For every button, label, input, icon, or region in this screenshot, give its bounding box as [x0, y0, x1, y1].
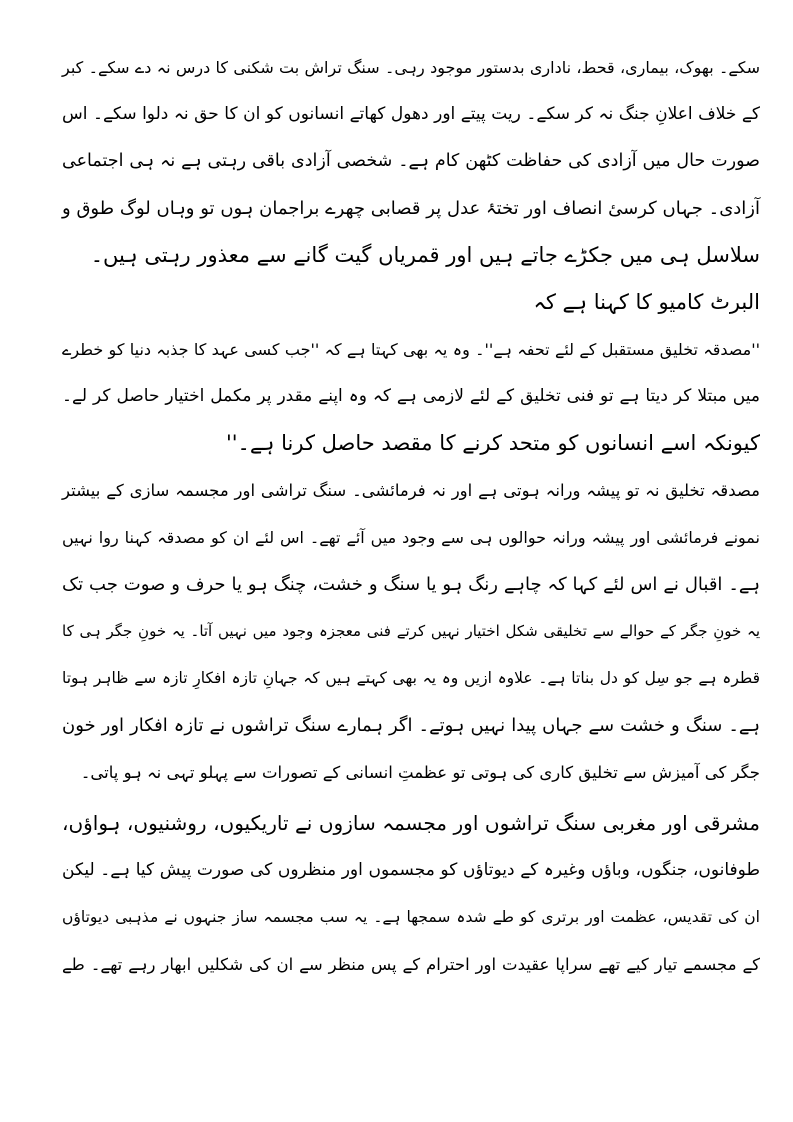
text-line: کیونکہ اسے انسانوں کو متحد کرنے کا مقصد حاصل کرنا ہے۔'' [226, 431, 760, 455]
text-line: جگر کی آمیزش سے تخلیق کاری کی ہوتی تو عظمتِ انسانی کے تصورات سے پہلو تہی نہ ہو پاتی۔ [80, 763, 760, 782]
quotation [62, 326, 760, 467]
document-page [62, 44, 760, 988]
text-line: یہ خونِ جگر کے حوالے سے تخلیقی شکل اختیار نہیں کرتے فنی معجزہ وجود میں نہیں آتا۔ یہ خونِ جگر ہی کا [62, 622, 760, 640]
text-line: قطرہ ہے جو سِل کو دل بناتا ہے۔ علاوہ ازیں وہ یہ بھی کہتے ہیں کہ جہانِ تازہ افکارِ تازہ سے ظاہر ہوتا [62, 669, 760, 687]
text-line: کے مجسمے تیار کیے تھے سراپا عقیدت اور احترام کے پس منظر سے ان کی شکلیں ابھار رہے تھے۔ طے [62, 955, 760, 974]
paragraph-2 [62, 467, 760, 796]
text-line: مشرقی اور مغربی سنگ تراشوں اور مجسمہ سازوں نے تاریکیوں، روشنیوں، ہواؤں، [62, 811, 760, 835]
text-line: مصدقہ تخلیق نہ تو پیشہ ورانہ ہوتی ہے اور نہ فرمائشی۔ سنگ تراشی اور مجسمہ سازی کے بیشتر [62, 481, 760, 500]
text-line: البرٹ کامیو کا کہنا ہے کہ [533, 290, 760, 314]
text-line: ''مصدقہ تخلیق مستقبل کے لئے تحفہ ہے''۔ وہ یہ بھی کہتا ہے کہ ''جب کسی عہد کا جذبہ دنیا کو خطرے [62, 340, 760, 359]
paragraph-1 [62, 44, 760, 279]
text-line: ہے۔ اقبال نے اس لئے کہا کہ چاہے رنگ ہو یا سنگ و خشت، چنگ ہو یا حرف و صوت جب تک [62, 574, 760, 595]
text-line: سلاسل ہی میں جکڑے جاتے ہیں اور قمریاں گیت گانے سے معذور رہتی ہیں۔ [90, 243, 760, 267]
quote-intro [62, 279, 760, 326]
text-line: سکے۔ بھوک، بیماری، قحط، ناداری بدستور موجود رہی۔ سنگ تراش بت شکنی کا درس نہ دے سکے۔ کبر [62, 58, 760, 77]
text-line: ہے۔ سنگ و خشت سے جہاں پیدا نہیں ہوتے۔ اگر ہمارے سنگ تراشوں نے تازہ افکار اور خون [62, 715, 760, 736]
text-line: ان کی تقدیس، عظمت اور برتری کو طے شدہ سمجھا ہے۔ یہ سب مجسمہ ساز جنہوں نے مذہبی دیوتاؤں [62, 908, 760, 926]
paragraph-3 [62, 800, 760, 988]
text-line: طوفانوں، جنگوں، وباؤں وغیرہ کے دیوتاؤں کو مجسموں اور منظروں کی صورت پیش کیا ہے۔ لیکن [62, 860, 760, 880]
text-line: نمونے فرمائشی اور پیشہ ورانہ حوالوں ہی سے وجود میں آئے تھے۔ اس لئے ان کو مصدقہ کہنا روا نہیں [62, 528, 760, 547]
text-line: کے خلاف اعلانِ جنگ نہ کر سکے۔ ریت پیتے اور دھول کھاتے انسانوں کو ان کا حق نہ دلوا سکے۔ اس [62, 104, 760, 124]
text-line: صورت حال میں آزادی کی حفاظت کٹھن کام ہے۔ شخصی آزادی باقی رہتی ہے نہ ہی اجتماعی [62, 151, 760, 171]
text-line: آزادی۔ جہاں کرسیٔ انصاف اور تختۂ عدل پر قصابی چھرے براجمان ہوں تو وہاں لوگ طوق و [62, 198, 760, 219]
text-line: میں مبتلا کر دیتا ہے تو فنی تخلیق کے لئے لازمی ہے کہ وہ اپنے مقدر پر مکمل اختیار حاصل کر لے۔ [62, 386, 760, 406]
